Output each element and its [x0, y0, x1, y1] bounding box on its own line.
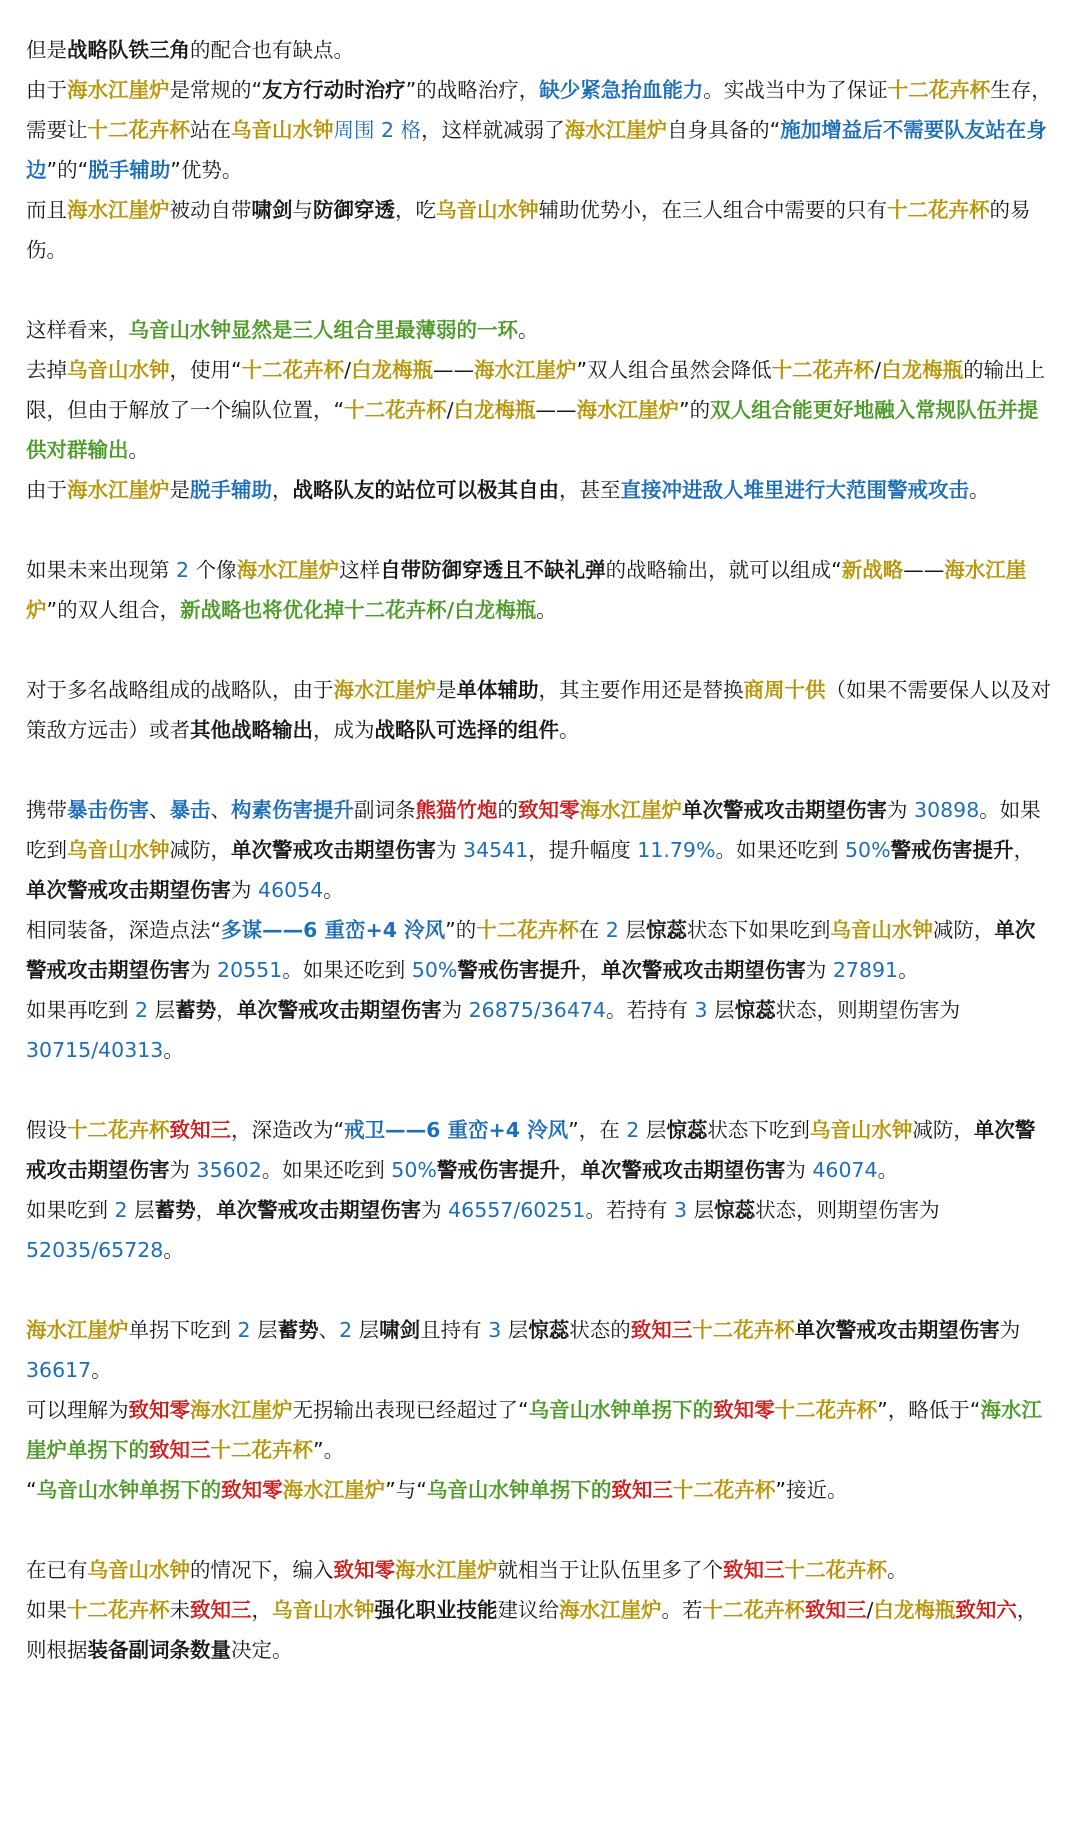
text-run-plain: 为 [785, 1158, 813, 1182]
text-run-plain: ， [272, 478, 293, 502]
paragraph-gap [26, 750, 1054, 790]
text-run-black: 警戒伤害提升 [890, 838, 1014, 862]
text-run-gold: 十二花卉杯 [87, 118, 190, 142]
text-run-plain: 状态，则期望伤害为 [775, 998, 961, 1022]
text-run-plain: 在已有 [26, 1558, 88, 1582]
text-run-black: 防御穿透 [313, 198, 395, 222]
text-run-gold: 十二花卉杯 [774, 1398, 878, 1422]
text-run-gold: 十二花卉杯 [887, 78, 991, 102]
text-run-plain: 无拐输出表现已经超过了“ [292, 1398, 529, 1422]
text-run-blue: 52035/65728 [26, 1238, 164, 1262]
text-run-black: 自带防御穿透且不缺礼弹 [380, 558, 606, 582]
text-run-green: 乌音山水钟单拐下的 [528, 1398, 714, 1422]
text-run-red: 致知三 [149, 1438, 211, 1462]
text-run-blue: 50% [844, 838, 891, 862]
text-run-plain: 而且 [26, 198, 67, 222]
text-run-plain: 为 [999, 1318, 1021, 1342]
text-run-black: 惊蕊 [666, 1118, 708, 1142]
text-run-blue: 36617 [26, 1358, 92, 1382]
paragraph [26, 1390, 1054, 1470]
text-run-plain: 为 [887, 798, 915, 822]
text-run-plain: 减防， [169, 838, 231, 862]
text-run-gold: 海水江崖炉 [67, 198, 170, 222]
text-run-blue: 2 [626, 1118, 640, 1142]
text-run-plain: 且持有 [420, 1318, 489, 1342]
text-run-plain: 。如果还吃到 [282, 958, 412, 982]
paragraph-gap [26, 1510, 1054, 1550]
text-run-plain: 层 [618, 918, 646, 942]
text-run-blue: 50% [391, 1158, 437, 1182]
text-run-gold: 海水江崖炉 [282, 1478, 386, 1502]
text-run-black: 友方行动时治疗 [262, 78, 406, 102]
text-run-blue: 20551 [217, 958, 283, 982]
text-run-blueb: 暴击伤害 [67, 798, 149, 822]
text-run-plain: —— [903, 558, 945, 582]
text-run-red: 熊猫竹炮 [415, 798, 498, 822]
text-run-plain: 自身具备的“ [667, 118, 781, 142]
text-run-green: 乌音山水钟单拐下的 [426, 1478, 612, 1502]
text-run-plain: ，甚至 [559, 478, 621, 502]
text-run-black: 惊蕊 [528, 1318, 570, 1342]
text-run-plain: 。若持有 [605, 998, 695, 1022]
text-run-plain: 、 [149, 798, 170, 822]
text-run-plain: 层 [639, 1118, 667, 1142]
text-run-gold: 海水江崖炉 [67, 78, 170, 102]
text-run-gold: 海水江崖炉 [559, 1598, 662, 1622]
text-run-plain: ”双人组合虽然会降低 [576, 358, 772, 382]
text-run-plain: 副词条 [354, 798, 416, 822]
paragraph [26, 1550, 1054, 1590]
text-run-plain: 这样 [339, 558, 381, 582]
text-run-red: 致知三 [630, 1318, 693, 1342]
text-run-plain: 状态的 [569, 1318, 631, 1342]
text-run-plain: 状态下吃到 [707, 1118, 810, 1142]
text-run-plain: ”的 [445, 918, 477, 942]
text-run-plain: 。 [969, 478, 990, 502]
text-run-plain: 层 [352, 1318, 380, 1342]
text-run-plain: ， [195, 1198, 217, 1222]
text-run-plain: ，成为 [313, 718, 375, 742]
text-run-blue: 2 [237, 1318, 251, 1342]
text-run-gold: 十二花卉杯 [241, 358, 345, 382]
text-run-plain: 但是 [26, 38, 67, 62]
text-run-black: 单次警戒攻击期望伤害 [236, 998, 442, 1022]
text-run-plain: / [874, 358, 882, 382]
text-run-plain: / [866, 1598, 874, 1622]
text-run-plain: 在 [578, 918, 606, 942]
text-run-black: 单次警戒攻击期望伤害 [216, 1198, 422, 1222]
text-run-plain: 。 [877, 1158, 899, 1182]
text-run-plain: 由于 [26, 78, 67, 102]
text-run-gold: 海水江崖炉 [579, 798, 682, 822]
text-run-black: 蓄势 [175, 998, 217, 1022]
text-run-gold: 海水江崖炉 [190, 1398, 293, 1422]
text-run-plain: 未 [169, 1598, 190, 1622]
text-run-plain: 为 [231, 878, 259, 902]
text-run-gold: 海水江崖炉 [26, 1318, 129, 1342]
text-run-plain: ，这样就减弱了 [421, 118, 565, 142]
text-run-gold: 乌音山水钟 [67, 358, 170, 382]
text-run-blue: 35602 [196, 1158, 262, 1182]
text-run-black: 强化职业技能 [374, 1598, 498, 1622]
text-run-plain: 为 [441, 998, 469, 1022]
text-run-black: 其他战略输出 [190, 718, 313, 742]
text-run-gold: 十二花卉杯 [784, 1558, 887, 1582]
text-run-plain: ，深造改为“ [231, 1118, 345, 1142]
text-run-green: 海水江崖炉单拐下的 [26, 1398, 1042, 1462]
text-run-gold: 海水江崖炉 [333, 678, 436, 702]
text-run-plain: 辅助优势小，在三人组合中需要的只有 [538, 198, 887, 222]
text-run-black: 单次警戒攻击期望伤害 [26, 878, 231, 902]
text-run-blue: 2 [176, 558, 190, 582]
text-run-gold: 海水江崖炉 [474, 358, 577, 382]
text-run-black: 单体辅助 [456, 678, 539, 702]
paragraph-gap [26, 270, 1054, 310]
text-run-black: 蓄势 [277, 1318, 319, 1342]
text-run-gold: 白龙梅瓶 [453, 398, 536, 422]
text-run-red: 致知零 [333, 1558, 395, 1582]
text-run-plain: 层 [148, 998, 176, 1022]
text-run-plain: 层 [250, 1318, 278, 1342]
text-run-plain: ，则根据 [26, 1598, 1038, 1662]
text-run-plain: ”优势。 [170, 158, 243, 182]
text-run-plain: 单拐下吃到 [128, 1318, 238, 1342]
text-run-plain: 的战略输出，就可以组成“ [605, 558, 842, 582]
text-run-plain: 这样看来， [26, 318, 129, 342]
text-run-plain: 。若 [661, 1598, 703, 1622]
text-run-plain: ”的双人组合， [46, 598, 181, 622]
text-run-black: 蓄势 [154, 1198, 196, 1222]
text-run-gold: 十二花卉杯 [210, 1438, 313, 1462]
text-run-blue: 30715/40313 [26, 1038, 164, 1062]
text-run-plain: 。 [898, 958, 919, 982]
text-run-plain: 层 [707, 998, 735, 1022]
text-run-plain: 。若持有 [585, 1198, 675, 1222]
text-run-plain: 减防， [932, 918, 995, 942]
text-run-plain: 如果未来出现第 [26, 558, 177, 582]
text-run-blueb: 构素伤害提升 [231, 798, 354, 822]
text-run-black: 装备副词条数量 [87, 1638, 231, 1662]
text-run-plain: 是常规的“ [169, 78, 263, 102]
paragraph [26, 550, 1054, 630]
text-run-plain: —— [433, 358, 475, 382]
paragraph [26, 990, 1054, 1070]
text-run-gold: 海水江崖炉 [236, 558, 340, 582]
text-run-plain: 、 [318, 1318, 340, 1342]
text-run-plain: 。如果还吃到 [715, 838, 845, 862]
text-run-blueb: 戒卫——6 重峦+4 泠风 [344, 1118, 569, 1142]
text-run-plain: ”。 [313, 1438, 345, 1462]
text-run-black: 战略队可选择的组件 [374, 718, 559, 742]
text-run-gold: 乌音山水钟 [67, 838, 170, 862]
text-run-gold: 乌音山水钟 [830, 918, 933, 942]
text-run-blueb: 直接冲进敌人堆里进行大范围警戒攻击 [620, 478, 969, 502]
text-run-blue: 46557/60251 [448, 1198, 586, 1222]
text-run-red: 致知零 [128, 1398, 190, 1422]
text-run-plain: 相同装备，深造点法“ [26, 918, 222, 942]
text-run-plain: 的 [497, 798, 518, 822]
text-run-plain: / [344, 358, 352, 382]
text-run-blue: 2 [605, 918, 619, 942]
text-run-plain: 如果再吃到 [26, 998, 136, 1022]
text-run-red: 致知零 [221, 1478, 283, 1502]
text-run-green: 双人组合能更好地融入常规队伍并提供对群输出 [26, 398, 1039, 462]
text-run-plain: 就相当于让队伍里多了个 [497, 1558, 723, 1582]
text-run-blue: 2 [339, 1318, 353, 1342]
text-run-black: 单次警戒攻击期望伤害 [682, 798, 887, 822]
paragraph [26, 190, 1054, 270]
text-run-black: 啸剑 [379, 1318, 421, 1342]
text-run-plain: 减防， [912, 1118, 974, 1142]
text-run-blueb: 缺少紧急抬血能力 [539, 78, 704, 102]
text-run-plain: 去掉 [26, 358, 67, 382]
text-run-gold: 海水江崖炉 [576, 398, 680, 422]
text-run-plain: 层 [687, 1198, 715, 1222]
text-run-plain: 层 [501, 1318, 529, 1342]
text-run-black: 单次警戒攻击期望伤害 [231, 838, 436, 862]
text-run-blue: 46054 [258, 878, 324, 902]
text-run-plain: —— [535, 398, 577, 422]
text-run-green: 乌音山水钟显然是三人组合里最薄弱的一环 [128, 318, 518, 342]
text-run-gold: 十二花卉杯 [702, 1598, 805, 1622]
text-run-gold: 海水江崖炉 [67, 478, 170, 502]
paragraph [26, 790, 1054, 910]
text-run-plain: 为 [436, 838, 464, 862]
text-run-plain: ”，略低于“ [877, 1398, 981, 1422]
text-run-plain: 。 [163, 1238, 184, 1262]
text-run-green: 乌音山水钟单拐下的 [36, 1478, 222, 1502]
text-run-plain: 决定。 [231, 1638, 293, 1662]
text-run-blue: 3 [488, 1318, 502, 1342]
paragraph [26, 70, 1054, 190]
text-run-plain: 个像 [189, 558, 237, 582]
paragraph [26, 1190, 1054, 1270]
text-run-gold: 海水江崖炉 [395, 1558, 498, 1582]
paragraph [26, 310, 1054, 350]
text-run-plain: ，其主要作用还是替换 [538, 678, 744, 702]
text-run-blue: 周围 2 格 [333, 118, 422, 142]
text-run-gold: 乌音山水钟 [87, 1558, 190, 1582]
text-run-plain: 为 [169, 1158, 197, 1182]
text-run-black: 单次警戒攻击期望伤害 [26, 918, 1036, 982]
text-run-red: 致知三 [805, 1598, 867, 1622]
text-run-plain: ”与“ [385, 1478, 427, 1502]
text-run-black: 啸剑 [251, 198, 293, 222]
text-run-black: 单次警戒攻击期望伤害 [600, 958, 806, 982]
text-run-plain: ， [1013, 838, 1035, 862]
paragraph [26, 30, 1054, 70]
text-run-plain: 由于 [26, 478, 67, 502]
text-run-plain: 为 [190, 958, 218, 982]
text-run-red: 致知零 [518, 798, 580, 822]
text-run-plain: “ [26, 1478, 37, 1502]
paragraph [26, 670, 1054, 750]
text-run-plain: 的情况下，编入 [190, 1558, 334, 1582]
text-run-plain: 是 [436, 678, 457, 702]
text-run-plain: 假设 [26, 1118, 67, 1142]
text-run-plain: ”接近。 [775, 1478, 848, 1502]
text-run-plain: ”的 [679, 398, 711, 422]
text-run-gold: 十二花卉杯 [887, 198, 990, 222]
text-run-blue: 46074 [812, 1158, 878, 1182]
text-run-blue: 30898 [914, 798, 980, 822]
text-run-plain: 状态下如果吃到 [686, 918, 831, 942]
text-run-blue: 2 [135, 998, 149, 1022]
text-run-black: 单次警戒攻击期望伤害 [794, 1318, 1000, 1342]
text-run-plain: 。 [91, 1358, 112, 1382]
text-run-gold: 十二花卉杯 [476, 918, 579, 942]
text-run-blue: 27891 [832, 958, 899, 982]
text-run-plain: ”，在 [568, 1118, 627, 1142]
text-run-plain: 是 [169, 478, 190, 502]
text-run-black: 惊蕊 [645, 918, 687, 942]
text-run-plain: 如果吃到 [26, 1198, 115, 1222]
text-run-plain: ， [251, 1598, 272, 1622]
text-run-plain: 。实战当中为了保证 [703, 78, 888, 102]
text-run-plain: 携带 [26, 798, 67, 822]
text-run-blue: 3 [694, 998, 708, 1022]
text-run-blueb: 暴击 [169, 798, 211, 822]
text-run-red: 致知零 [713, 1398, 775, 1422]
text-run-plain: 层 [127, 1198, 155, 1222]
text-run-black: 单次警戒攻击期望伤害 [580, 1158, 786, 1182]
text-run-plain: 。如果吃到 [26, 798, 1041, 862]
text-run-plain: 。 [536, 598, 557, 622]
text-run-gold: 乌音山水钟 [272, 1598, 375, 1622]
text-run-blueb: 施加增益后不需要队友站在身边 [26, 118, 1047, 182]
text-run-plain: 。 [887, 1558, 908, 1582]
text-run-gold: 白龙梅瓶 [873, 1598, 956, 1622]
paragraph-gap [26, 510, 1054, 550]
text-run-gold: 十二花卉杯 [692, 1318, 795, 1342]
text-run-blue: 3 [674, 1198, 688, 1222]
text-run-gold: 乌音山水钟 [231, 118, 334, 142]
text-run-gold: 白龙梅瓶 [881, 358, 964, 382]
text-run-plain: 为 [805, 958, 833, 982]
text-run-plain: ， [580, 958, 601, 982]
text-run-plain: 与 [292, 198, 313, 222]
text-run-gold: 乌音山水钟 [809, 1118, 913, 1142]
text-run-plain: 建议给 [497, 1598, 559, 1622]
text-run-blue: 11.79% [637, 838, 716, 862]
text-run-plain: 的易伤。 [26, 198, 1031, 262]
text-run-plain: ”的“ [46, 158, 89, 182]
text-run-plain: 生存，需要让 [26, 78, 1052, 142]
text-run-gold: 海水江崖炉 [26, 558, 1027, 622]
paragraph-gap [26, 630, 1054, 670]
text-run-plain: ，使用“ [169, 358, 242, 382]
text-run-plain: 。 [559, 718, 580, 742]
text-run-gold: 十二花卉杯 [771, 358, 875, 382]
text-run-gold: 十二花卉杯 [67, 1118, 170, 1142]
text-run-plain: 站在 [190, 118, 231, 142]
text-run-green: 新战略也将优化掉十二花卉杯/白龙梅瓶 [180, 598, 537, 622]
text-run-plain: / [446, 398, 454, 422]
text-run-blue: 2 [114, 1198, 128, 1222]
text-run-plain: 。 [128, 438, 149, 462]
text-run-plain: 如果 [26, 1598, 67, 1622]
text-run-black: 战略队铁三角 [67, 38, 190, 62]
text-run-blue: 50% [411, 958, 458, 982]
paragraph [26, 350, 1054, 470]
paragraph [26, 1590, 1054, 1670]
text-run-black: 警戒伤害提升 [436, 1158, 560, 1182]
text-run-plain: 对于多名战略组成的战略队，由于 [26, 678, 334, 702]
paragraph [26, 910, 1054, 990]
text-run-gold: 商周十供 [743, 678, 826, 702]
paragraph [26, 1110, 1054, 1190]
text-run-gold: 海水江崖炉 [564, 118, 668, 142]
text-run-gold: 十二花卉杯 [672, 1478, 776, 1502]
text-run-gold: 白龙梅瓶 [351, 358, 434, 382]
text-run-blue: 26875/36474 [468, 998, 606, 1022]
text-run-blue: 34541 [463, 838, 529, 862]
text-run-plain: 可以理解为 [26, 1398, 129, 1422]
text-run-plain: 为 [421, 1198, 449, 1222]
text-run-blueb: 脱手辅助 [88, 158, 171, 182]
text-run-plain: 状态，则期望伤害为 [755, 1198, 940, 1222]
text-run-gold: 乌音山水钟 [436, 198, 539, 222]
text-run-plain: ，提升幅度 [528, 838, 638, 862]
text-run-black: 单次警戒攻击期望伤害 [26, 1118, 1036, 1182]
text-run-gold: 十二花卉杯 [344, 398, 447, 422]
text-run-plain: ”的战略治疗， [405, 78, 540, 102]
text-run-black: 战略队友的站位可以极其自由 [292, 478, 559, 502]
text-run-plain: 。 [323, 878, 344, 902]
text-run-plain: ， [559, 1158, 581, 1182]
paragraph [26, 1310, 1054, 1390]
text-run-black: 惊蕊 [714, 1198, 756, 1222]
text-run-plain: 。 [163, 1038, 184, 1062]
text-run-red: 致知三 [723, 1558, 785, 1582]
text-run-gold: 新战略 [841, 558, 904, 582]
text-run-plain: 的输出上限，但由于解放了一个编队位置，“ [26, 358, 1046, 422]
text-run-plain: 的配合也有缺点。 [190, 38, 354, 62]
text-run-plain: ，吃 [395, 198, 436, 222]
text-run-plain: ， [216, 998, 237, 1022]
text-run-black: 警戒伤害提升 [457, 958, 581, 982]
text-run-red: 致知三 [169, 1118, 231, 1142]
text-run-red: 致知六 [955, 1598, 1017, 1622]
text-run-red: 致知三 [190, 1598, 252, 1622]
text-run-plain: 。 [518, 318, 539, 342]
text-run-plain: 、 [210, 798, 231, 822]
paragraph-gap [26, 1270, 1054, 1310]
text-run-plain: 。如果还吃到 [261, 1158, 392, 1182]
text-run-red: 致知三 [611, 1478, 673, 1502]
paragraph-gap [26, 1070, 1054, 1110]
paragraph [26, 470, 1054, 510]
text-run-black: 惊蕊 [734, 998, 776, 1022]
text-run-gold: 十二花卉杯 [67, 1598, 170, 1622]
paragraph [26, 1470, 1054, 1510]
text-run-blueb: 脱手辅助 [190, 478, 272, 502]
text-run-blueb: 多谋——6 重峦+4 泠风 [221, 918, 446, 942]
text-run-plain: 被动自带 [169, 198, 252, 222]
text-run-plain: （如果不需要保人以及对策敌方远击）或者 [26, 678, 1051, 742]
